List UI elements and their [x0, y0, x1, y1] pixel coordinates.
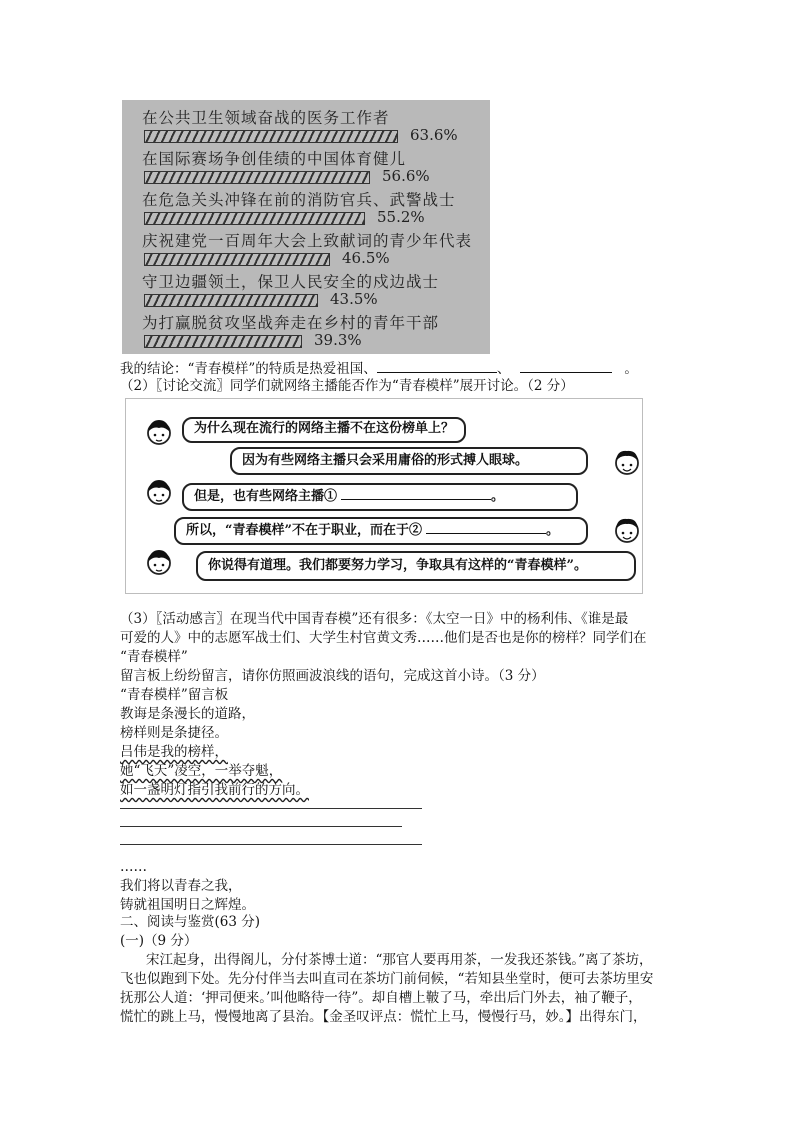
survey-label: 为打赢脱贫攻坚战奔走在乡村的青年干部: [142, 314, 440, 332]
poem-line-2: 榜样则是条捷径。: [120, 725, 228, 741]
reading-line-1: 宋江起身，出得阁儿，分付茶博士道：“那官人要再用茶，一发我还茶钱。”离了茶坊，: [146, 952, 653, 968]
q3-line-1: （3）〖活动感言〗在现当代中国青春模”还有很多：《太空一日》中的杨利伟、《谁是最: [120, 611, 629, 627]
discussion-panel: [125, 398, 643, 594]
bubble-reason: [230, 447, 588, 475]
student-b-face-icon: [612, 447, 642, 477]
survey-percent: 46.5%: [342, 249, 390, 267]
survey-percent: 63.6%: [410, 126, 458, 144]
reading-line-3: 抚那公人道：‘押司便来。’叫他略待一待”。却自槽上鞁了马，牵出后门外去，袖了鞭子，: [120, 990, 642, 1006]
survey-label: 守卫边疆领土，保卫人民安全的戍边战士: [142, 273, 440, 291]
poem-title: “青春模样”留言板: [120, 687, 229, 703]
survey-bar: [144, 130, 398, 143]
conclusion-text: 我的结论：“青春模样”的特质是热爱祖国、: [120, 361, 377, 377]
student-a-face-icon-3: [144, 547, 174, 577]
answer-line-1[interactable]: [120, 808, 422, 809]
blank-1[interactable]: [341, 487, 491, 500]
poem-line-1: 教诲是条漫长的道路，: [120, 706, 255, 722]
survey-bar: [144, 335, 302, 348]
bubble-however-text: 但是，也有些网络主播①: [194, 489, 338, 504]
survey-percent: 43.5%: [330, 290, 378, 308]
q3-line-2: 可爱的人》中的志愿军战士们、大学生村官黄文秀……他们是否也是你的榜样？同学们在: [120, 630, 647, 646]
bubble-however-end: 。: [491, 489, 505, 504]
q3-line-4: 留言板上纷纷留言，请你仿照画波浪线的语句，完成这首小诗。（3 分）: [120, 668, 545, 684]
student-a-face-icon-2: [144, 477, 174, 507]
conclusion-sep: 、: [496, 361, 511, 377]
bubble-question: [182, 417, 466, 443]
answer-line-2[interactable]: [120, 826, 402, 827]
poem-line-3: 吕伟是我的榜样，: [120, 744, 228, 760]
section-2-heading: 二、阅读与鉴赏(63 分): [120, 914, 261, 930]
survey-photo: [122, 100, 490, 354]
bubble-therefore-end: 。: [545, 523, 559, 538]
survey-percent: 55.2%: [377, 208, 425, 226]
poem-ellipsis: ……: [120, 859, 147, 875]
reading-line-2: 飞也似跑到下处。先分付伴当去叫直司在茶坊门前伺候，“若知县坐堂时，便可去茶坊里安: [120, 971, 654, 987]
bubble-agree-text: 你说得有道理。我们都要努力学习，争取具有这样的“青春模样”。: [208, 558, 587, 573]
survey-label: 庆祝建党一百周年大会上致献词的青少年代表: [142, 232, 473, 250]
survey-bar: [144, 171, 370, 184]
bubble-therefore-text: 所以，“青春模样”不在于职业，而在于②: [186, 523, 422, 538]
student-a-face-icon: [144, 417, 174, 447]
answer-line-3[interactable]: [120, 844, 422, 845]
reading-line-4: 慌忙的跳上马，慢慢地离了县治。【金圣叹评点：慌忙上马，慢慢行马，妙。】出得东门，: [120, 1009, 647, 1025]
bubble-reason-text: 因为有些网络主播只会采用庸俗的形式搏人眼球。: [242, 453, 529, 468]
survey-bar: [144, 294, 318, 307]
q2-text: （2）〖讨论交流〗同学们就网络主播能否作为“青春模样”展开讨论。（2 分）: [120, 378, 574, 394]
conclusion-blank-1[interactable]: [377, 359, 497, 373]
poem-line-4: 她“飞天”凌空，一举夺魁，: [120, 763, 283, 779]
survey-label: 在国际赛场争创佳绩的中国体育健儿: [142, 150, 407, 168]
poem-line-7: 铸就祖国明日之辉煌。: [120, 897, 255, 913]
survey-label: 在危急关头冲锋在前的消防官兵、武警战士: [142, 191, 456, 209]
survey-bar: [144, 212, 365, 225]
survey-percent: 56.6%: [382, 167, 430, 185]
blank-2[interactable]: [426, 521, 546, 534]
section-2-sub: (一)（9 分）: [120, 933, 198, 949]
bubble-therefore: [174, 517, 588, 545]
conclusion-end: 。: [624, 361, 638, 377]
poem-line-6: 我们将以青春之我，: [120, 878, 242, 894]
survey-percent: 39.3%: [314, 331, 362, 349]
student-b-face-icon-2: [612, 515, 642, 545]
conclusion-line: [120, 359, 638, 378]
bubble-question-text: 为什么现在流行的网络主播不在这份榜单上？: [194, 421, 455, 436]
poem-line-5: 如一盏明灯指引我前行的方向。: [120, 782, 309, 798]
bubble-agree: [196, 551, 636, 581]
conclusion-blank-2[interactable]: [520, 359, 612, 373]
bubble-however: [182, 483, 578, 511]
q3-line-3: “青春模样”: [120, 649, 188, 665]
survey-label: 在公共卫生领域奋战的医务工作者: [142, 109, 390, 127]
survey-bar: [144, 253, 330, 266]
